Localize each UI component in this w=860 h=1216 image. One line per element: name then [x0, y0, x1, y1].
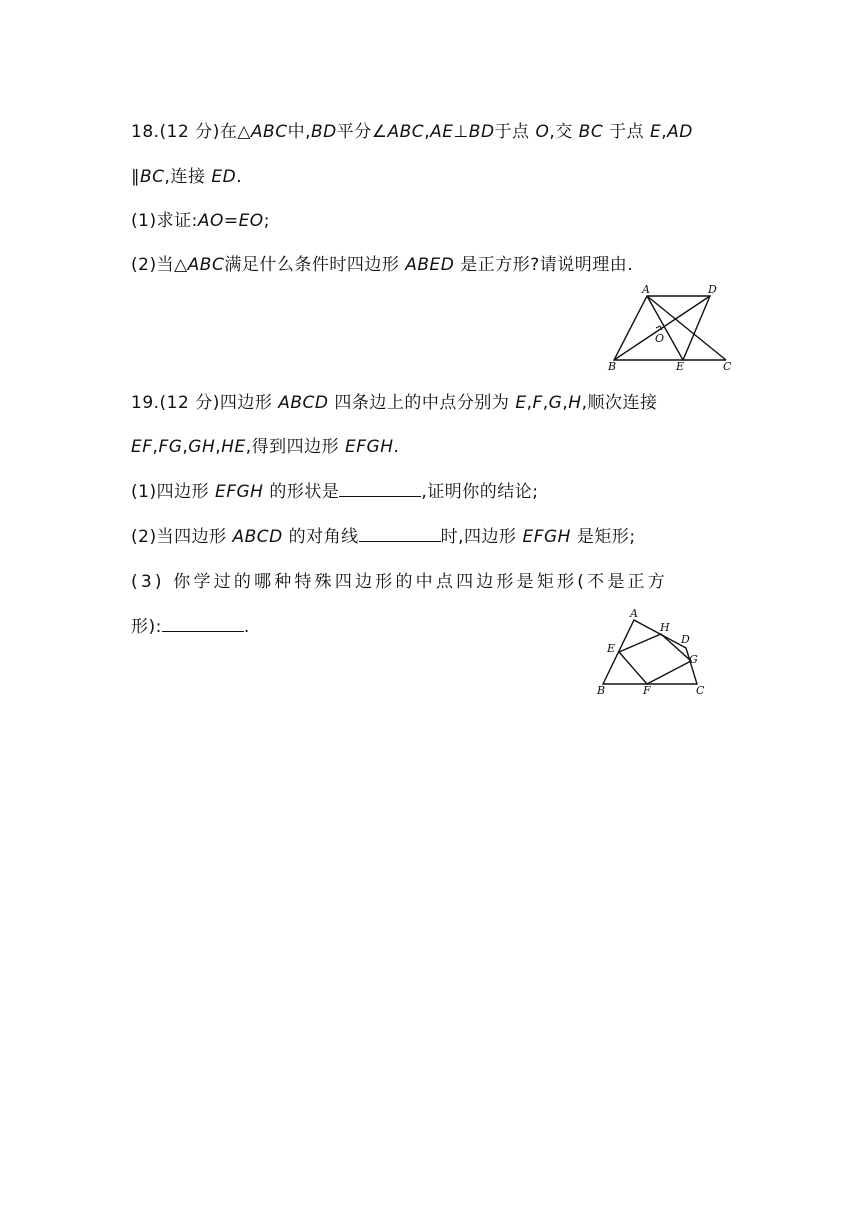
q18-text: AD: [667, 122, 693, 142]
q19-label-f: F: [643, 684, 651, 696]
q18-text: AE: [430, 122, 454, 142]
q18-text: 是正方形?请说明理由.: [454, 255, 634, 275]
q19-text: ,: [215, 437, 222, 457]
q18-part1: [131, 206, 270, 231]
q19-text: (3) 你学过的哪种特殊四边形的中点四边形是矩形(不是正方: [131, 572, 668, 592]
answer-blank-special-quad[interactable]: [162, 615, 244, 632]
q18-text: 平分∠: [336, 122, 388, 142]
q19-text: H: [568, 393, 582, 413]
q18-text: ∥: [131, 167, 140, 187]
q19-text: EF: [131, 437, 153, 457]
q19-label-c: C: [696, 684, 705, 696]
q18-text: 于点: [494, 122, 536, 142]
q19-text: EFGH: [214, 482, 264, 502]
q18-text: ⊥: [453, 122, 469, 142]
q18-text: BC: [578, 122, 604, 142]
q18-text: ABC: [250, 122, 288, 142]
q18-text: BC: [140, 167, 165, 187]
q18-text: ,交: [549, 122, 579, 142]
q18-text: ED: [211, 167, 237, 187]
q19-text: EFGH: [345, 437, 394, 457]
q19-label-e: E: [607, 642, 616, 655]
q19-text: .: [243, 617, 250, 637]
q18-text: E: [650, 122, 662, 142]
q18-text: ABED: [405, 255, 455, 275]
q19-text: GH: [188, 437, 216, 457]
q19-text: 时,四边形: [440, 527, 523, 547]
q19-text: 的对角线: [282, 527, 359, 547]
q18-label-a: A: [642, 283, 650, 296]
q19-text: F: [532, 393, 543, 413]
q18-text: 满足什么条件时四边形: [224, 255, 406, 275]
q19-text: ,: [526, 393, 533, 413]
q19-text: (2)当四边形: [131, 527, 233, 547]
q19-text: EFGH: [522, 527, 571, 547]
q19-line1: [131, 388, 657, 413]
q19-label-d: D: [681, 633, 690, 646]
q18-text: ;: [263, 211, 270, 231]
q19-label-a: A: [630, 607, 638, 620]
q18-text: ,: [424, 122, 431, 142]
q19-line2: [131, 432, 399, 457]
q18-segment-bd: [614, 296, 710, 360]
q18-label-d: D: [708, 283, 717, 296]
q18-text: 中,: [287, 122, 311, 142]
q19-figure: [590, 606, 720, 696]
q19-label-h: H: [660, 621, 670, 634]
q19-part2: [131, 522, 636, 547]
q18-label-e: E: [676, 360, 685, 372]
q18-label-c: C: [723, 360, 732, 372]
q18-text: O: [535, 122, 550, 142]
q18-label-o: O: [655, 332, 665, 345]
q19-label-g: G: [689, 653, 698, 666]
q18-line1: [131, 117, 693, 142]
q19-label-b: B: [597, 684, 606, 696]
q18-figure: [600, 282, 760, 372]
q18-label-b: B: [608, 360, 617, 372]
q19-part1: [131, 477, 539, 502]
q18-text: BD: [468, 122, 495, 142]
q18-text: ABC: [387, 122, 425, 142]
q19-text: (1)四边形: [131, 482, 215, 502]
q19-text: ,: [562, 393, 569, 413]
q19-text: ABCD: [232, 527, 283, 547]
q18-text: ABC: [187, 255, 225, 275]
q19-text: .: [393, 437, 400, 457]
q18-text: AO=EO: [197, 211, 264, 231]
answer-blank-shape[interactable]: [339, 480, 421, 497]
q18-text: (1)求证:: [131, 211, 198, 231]
q19-text: ,顺次连接: [581, 393, 658, 413]
q18-line2: [131, 162, 242, 187]
q18-text: 于点: [603, 122, 651, 142]
q18-text: 18.(12 分)在△: [131, 122, 251, 142]
q18-text: .: [236, 167, 243, 187]
q18-text: (2)当△: [131, 255, 188, 275]
q19-text: ABCD: [278, 393, 329, 413]
q19-text: 四条边上的中点分别为: [328, 393, 516, 413]
q18-part2: [131, 250, 633, 275]
q19-text: HE: [221, 437, 246, 457]
q19-text: ,得到四边形: [245, 437, 346, 457]
q19-text: 的形状是: [263, 482, 340, 502]
q19-quadrilateral-abcd: [603, 620, 697, 684]
q19-text: ,证明你的结论;: [421, 482, 539, 502]
q19-part3-line2: [131, 612, 250, 637]
q18-text: BD: [311, 122, 337, 142]
q18-text: ,连接: [164, 167, 212, 187]
q19-text: 19.(12 分)四边形: [131, 393, 279, 413]
q19-text: ,: [152, 437, 159, 457]
answer-blank-diagonal[interactable]: [359, 525, 441, 542]
q19-text: 是矩形;: [570, 527, 636, 547]
q19-text: ,: [182, 437, 189, 457]
q18-text: ,: [661, 122, 668, 142]
q19-text: ,: [542, 393, 549, 413]
q19-text: 形):: [131, 617, 162, 637]
q18-segment-ae: [647, 296, 683, 360]
q19-text: G: [548, 393, 563, 413]
q19-text: E: [515, 393, 527, 413]
q19-part3-line1: [131, 567, 668, 592]
q19-text: FG: [158, 437, 183, 457]
